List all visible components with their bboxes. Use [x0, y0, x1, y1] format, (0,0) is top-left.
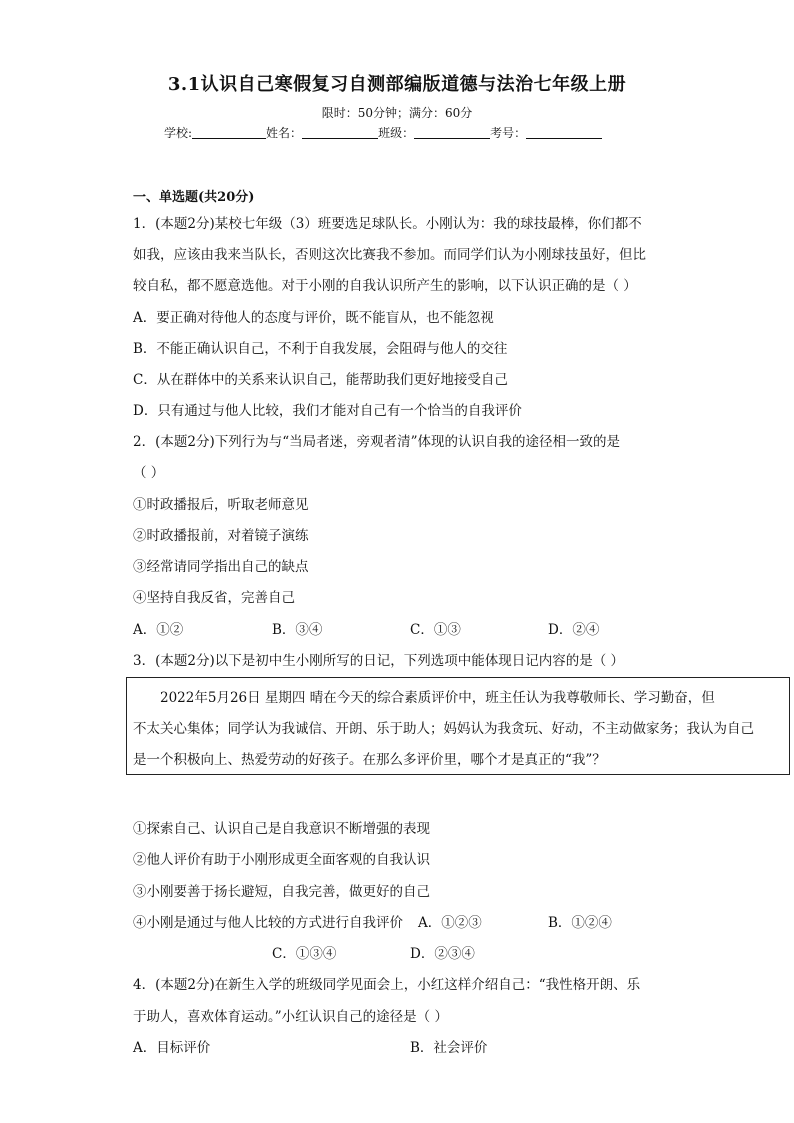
- q1-option-d: D．只有通过与他人比较，我们才能对自己有一个恰当的自我评价: [133, 403, 522, 419]
- q2-item-1: ①时政播报后，听取老师意见: [133, 497, 309, 513]
- q3-option-c: C．①③④: [272, 946, 337, 962]
- q1-line-2: 如我，应该由我来当队长，否则这次比赛我不参加。而同学们认为小刚球技虽好，但比: [133, 247, 646, 263]
- q1-option-c: C．从在群体中的关系来认识自己，能帮助我们更好地接受自己: [133, 372, 508, 388]
- q3-option-a: A．①②③: [418, 915, 482, 931]
- q3-diary-line-2: 不太关心集体；同学认为我诚信、开朗、乐于助人；妈妈认为我贪玩、好动，不主动做家务；我认为自己: [133, 721, 754, 737]
- q2-option-d: D．②④: [548, 622, 600, 638]
- q3-diary-line-1: 2022年5月26日 星期四 晴在今天的综合素质评价中，班主任认为我尊敬师长、学习勤奋，但: [160, 690, 715, 706]
- q2-item-2: ②时政播报前，对着镜子演练: [133, 528, 309, 544]
- q2-option-a: A．①②: [133, 622, 184, 638]
- q2-line-1: 2．(本题2分)下列行为与“当局者迷，旁观者清”体现的认识自我的途径相一致的是: [133, 434, 621, 450]
- q2-line-2: （ ）: [133, 465, 165, 481]
- q3-item-3: ③小刚要善于扬长避短，自我完善，做更好的自己: [133, 884, 430, 900]
- info-row: [164, 124, 602, 141]
- q4-line-2: 于助人，喜欢体育运动。”小红认识自己的途径是（ ）: [133, 1009, 448, 1025]
- page-title: 3.1认识自己寒假复习自测部编版道德与法治七年级上册: [167, 74, 627, 95]
- q3-item-4: ④小刚是通过与他人比较的方式进行自我评价: [133, 915, 403, 931]
- school-label: 学校:: [164, 126, 193, 140]
- name-label: 姓名：: [266, 126, 303, 140]
- q4-line-1: 4．(本题2分)在新生入学的班级同学见面会上，小红这样介绍自己：“我性格开朗、乐: [133, 977, 641, 993]
- q2-option-b: B．③④: [272, 622, 323, 638]
- school-blank: [192, 126, 266, 139]
- q1-line-3: 较自私，都不愿意选他。对于小刚的自我认识所产生的影响，以下认识正确的是（ ）: [133, 278, 637, 294]
- q4-option-b: B．社会评价: [410, 1040, 488, 1056]
- q1-option-a: A．要正确对待他人的态度与评价，既不能盲从，也不能忽视: [133, 310, 494, 326]
- q1-option-b: B．不能正确认识自己，不利于自我发展，会阻碍与他人的交往: [133, 341, 508, 357]
- class-blank: [414, 126, 490, 139]
- class-label: 班级：: [378, 126, 415, 140]
- q3-diary-line-3: 是一个积极向上、热爱劳动的好孩子。在那么多评价里，哪个才是真正的“我”？: [133, 752, 606, 768]
- q1-line-1: 1．(本题2分)某校七年级（3）班要选足球队长。小刚认为：我的球技最棒，你们都不: [133, 216, 642, 232]
- q3-line-1: 3．(本题2分)以下是初中生小刚所写的日记，下列选项中能体现日记内容的是（ ）: [133, 653, 625, 669]
- id-blank: [526, 126, 602, 139]
- q2-item-4: ④坚持自我反省，完善自己: [133, 590, 295, 606]
- name-blank: [302, 126, 378, 139]
- id-label: 考号：: [490, 126, 527, 140]
- q4-option-a: A．目标评价: [133, 1040, 211, 1056]
- section-title: 一、单选题(共20分): [133, 190, 255, 205]
- time-info: 限时：50分钟；满分：60分: [321, 106, 473, 120]
- q2-item-3: ③经常请同学指出自己的缺点: [133, 559, 309, 575]
- q3-item-2: ②他人评价有助于小刚形成更全面客观的自我认识: [133, 852, 430, 868]
- q2-option-c: C．①③: [410, 622, 461, 638]
- q3-option-d: D．②③④: [410, 946, 475, 962]
- q3-item-1: ①探索自己、认识自己是自我意识不断增强的表现: [133, 821, 430, 837]
- q3-option-b: B．①②④: [548, 915, 612, 931]
